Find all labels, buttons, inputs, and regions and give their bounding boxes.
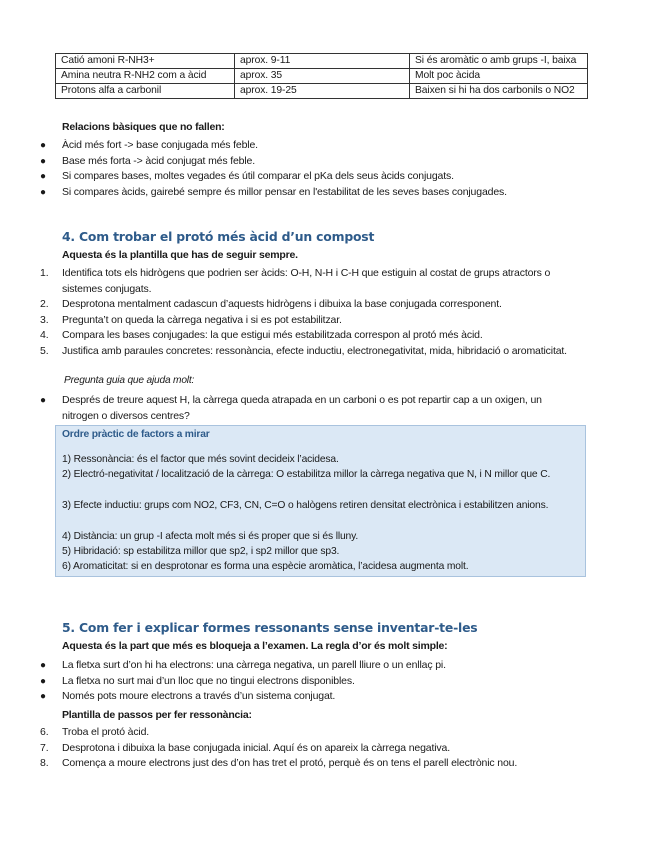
table-row [56, 84, 588, 99]
list-item: 7. Desprotona i dibuixa la base conjugada inicial. Aquí és on apareix la càrrega negativa. [40, 741, 450, 754]
section-5-steps [0, 725, 567, 772]
table-row [56, 54, 588, 69]
list-item: 6. Troba el protó àcid. [40, 726, 150, 738]
list-item: 1. Identifica tots els hidrògens que podrien ser àcids: O-H, N-H i C-H que estiguin al costat de grups atractors o sistemes conjugats. [40, 267, 551, 295]
template-title: Plantilla de passos per fer ressonància: [62, 709, 252, 721]
bullet-icon: ● [40, 171, 46, 183]
list-item: ● Si compares àcids, gairebé sempre és millor pensar en l'estabilitat de les seves bases conjugades. [0, 185, 567, 201]
bullet-icon: ● [40, 675, 46, 687]
list-item: 8. Comença a moure electrons just des d’on has tret el protó, perquè és on tens el parell electrònic nou. [40, 757, 518, 770]
bullet-icon: ● [40, 395, 46, 406]
factor-item: 1) Ressonància: és el factor que més sovint decideix l’acidesa. [62, 454, 339, 465]
factor-item: 3) Efecte inductiu: grups com NO2, CF3, CN, C=O o halògens retiren densitat electrònica i estabilitzen anions. [62, 500, 549, 511]
list-item: ● Només pots moure electrons a través d’un sistema conjugat. [0, 689, 567, 705]
list-item: ● La fletxa surt d’on hi ha electrons: una càrrega negativa, un parell lliure o un enllaç pi. [0, 658, 567, 674]
bullet-icon: ● [40, 155, 46, 167]
table-cell: Amina neutra R-NH2 com a àcid [56, 69, 235, 84]
bullet-icon: ● [40, 186, 46, 198]
relations-title: Relacions bàsiques que no fallen: [62, 121, 225, 133]
table-cell: Si és aromàtic o amb grups -I, baixa [410, 54, 588, 69]
factor-item: 4) Distància: un grup -I afecta molt més si és proper que si és lluny. [62, 531, 359, 542]
bullet-icon: ● [40, 660, 46, 671]
factor-item: 5) Hibridació: sp estabilitza millor que sp2, i sp2 millor que sp3. [62, 546, 340, 557]
bullet-icon: ● [40, 691, 46, 703]
pka-table [55, 53, 588, 99]
list-item: ● Si compares bases, moltes vegades és útil comparar el pKa dels seus àcids conjugats. [0, 169, 567, 185]
list-item: ● Àcid més fort -> base conjugada més feble. [0, 138, 567, 154]
factors-box [55, 425, 586, 577]
list-item: 2. Desprotona mentalment cadascun d’aquests hidrògens i dibuixa la base conjugada corresponent. [40, 298, 502, 311]
list-item: 3. Pregunta’t on queda la càrrega negativa i si es pot estabilitzar. [40, 313, 342, 326]
table-cell: aprox. 35 [235, 69, 410, 84]
list-item: ● Després de treure aquest H, la càrrega queda atrapada en un carboni o es pot repartir cap a un oxigen, un nitrogen o diversos centres? [40, 394, 542, 422]
guide-label: Pregunta guia que ajuda molt: [64, 375, 195, 386]
list-item: ● Base més forta -> àcid conjugat més feble. [0, 154, 567, 170]
table-cell: Catió amoni R-NH3+ [56, 54, 235, 69]
factor-item: 6) Aromaticitat: si en desprotonar es forma una espècie aromàtica, l’acidesa augmenta molt. [62, 561, 469, 572]
section-5-lead: Aquesta és la part que més es bloqueja a l’examen. La regla d’or és molt simple: [62, 640, 448, 652]
section-5-rules [0, 658, 567, 705]
table-cell: aprox. 19-25 [235, 84, 410, 99]
table-cell: Baixen si hi ha dos carbonils o NO2 [410, 84, 588, 99]
table-cell: aprox. 9-11 [235, 54, 410, 69]
guide-list [0, 393, 567, 424]
section-4-heading: 4. Com trobar el protó més àcid d’un compost [62, 229, 375, 244]
list-item: 4. Compara les bases conjugades: la que estigui més estabilitzada correspon al protó més àcid. [40, 329, 483, 342]
bullet-icon: ● [40, 140, 46, 151]
section-4-steps [0, 266, 567, 360]
factor-item: 2) Electró-negativitat / localització de la càrrega: O estabilitza millor la càrrega negativa que N, i N millor que C. [62, 469, 551, 480]
list-item: 5. Justifica amb paraules concretes: ressonància, efecte inductiu, electronegativitat, mida, hibridació o aromaticitat. [40, 344, 567, 357]
section-4-lead: Aquesta és la plantilla que has de seguir sempre. [62, 249, 298, 261]
table-cell: Protons alfa a carbonil [56, 84, 235, 99]
relations-list [0, 138, 567, 200]
factors-box-title: Ordre pràctic de factors a mirar [62, 429, 210, 440]
table-row [56, 69, 588, 84]
list-item: ● La fletxa no surt mai d’un lloc que no tingui electrons disponibles. [0, 674, 567, 690]
section-5-heading: 5. Com fer i explicar formes ressonants sense inventar-te-les [62, 620, 478, 635]
table-cell: Molt poc àcida [410, 69, 588, 84]
